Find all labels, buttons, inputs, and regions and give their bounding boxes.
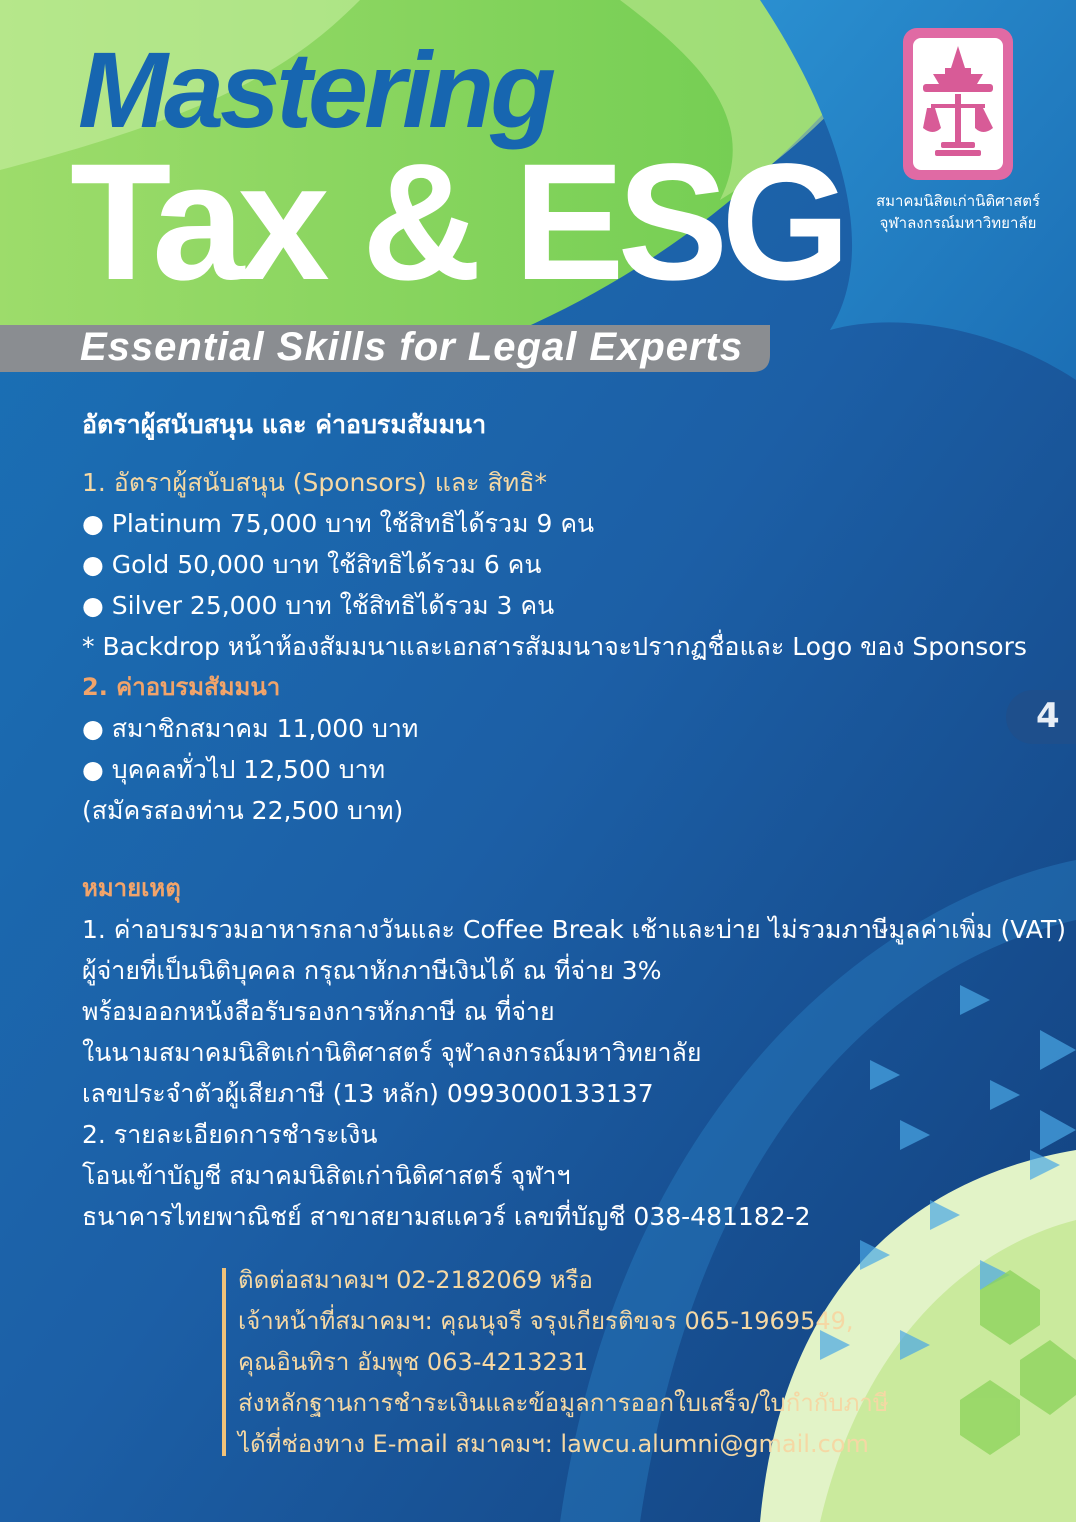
subtitle: Essential Skills for Legal Experts — [80, 325, 744, 369]
organization-name-line-2: จุฬาลงกรณ์มหาวิทยาลัย — [879, 214, 1037, 232]
sponsor-item: ● Gold 50,000 บาท ใช้สิทธิได้รวม 6 คน — [82, 550, 542, 579]
remarks-section — [82, 868, 1066, 1237]
organization-name-line-1: สมาคมนิสิตเก่านิติศาสตร์ — [875, 192, 1041, 210]
sponsors-section — [82, 462, 1027, 831]
fee-item: ● บุคคลทั่วไป 12,500 บาท — [82, 755, 386, 784]
remark-line: ในนามสมาคมนิสิตเก่านิติศาสตร์ จุฬาลงกรณ์มหาวิทยาลัย — [82, 1038, 702, 1067]
sponsor-footnote: * Backdrop หน้าห้องสัมมนาและเอกสารสัมมนาจะปรากฏชื่อและ Logo ของ Sponsors — [82, 632, 1027, 661]
remark-line: พร้อมออกหนังสือรับรองการหักภาษี ณ ที่จ่าย — [82, 997, 555, 1026]
contact-email-line[interactable]: ได้ที่ช่องทาง E-mail สมาคมฯ: lawcu.alumni@gmail.com — [238, 1430, 869, 1458]
remark-line: 1. ค่าอบรมรวมอาหารกลางวันและ Coffee Break เช้าและบ่าย ไม่รวมภาษีมูลค่าเพิ่ม (VAT) — [82, 915, 1066, 944]
section-title: อัตราผู้สนับสนุน และ ค่าอบรมสัมมนา — [82, 410, 487, 439]
contact-line: ส่งหลักฐานการชำระเงินและข้อมูลการออกใบเสร็จ/ใบกำกับภาษี — [238, 1389, 889, 1417]
association-logo — [903, 28, 1013, 180]
page-number: 4 — [1036, 696, 1060, 736]
scales-of-justice-emblem-icon — [913, 38, 1003, 170]
fee-pair-note: (สมัครสองท่าน 22,500 บาท) — [82, 796, 404, 825]
remark-line: ธนาคารไทยพาณิชย์ สาขาสยามสแควร์ เลขที่บัญชี 038-481182-2 — [82, 1202, 811, 1231]
sponsors-heading: 1. อัตราผู้สนับสนุน (Sponsors) และ สิทธิ* — [82, 468, 548, 497]
remark-line: ผู้จ่ายที่เป็นนิติบุคคล กรุณาหักภาษีเงินได้ ณ ที่จ่าย 3% — [82, 956, 662, 985]
remark-line: เลขประจำตัวผู้เสียภาษี (13 หลัก) 0993000133137 — [82, 1079, 654, 1108]
contact-section — [238, 1260, 889, 1465]
title-line-1: Mastering — [78, 29, 553, 150]
contact-line: ติดต่อสมาคมฯ 02-2182069 หรือ — [238, 1266, 593, 1294]
contact-line: เจ้าหน้าที่สมาคมฯ: คุณนุจรี จรุงเกียรติขจร 065-1969549, — [238, 1307, 854, 1335]
remark-line: 2. รายละเอียดการชำระเงิน — [82, 1120, 378, 1149]
remark-line: โอนเข้าบัญชี สมาคมนิสิตเก่านิติศาสตร์ จุฬาฯ — [82, 1161, 571, 1190]
fee-item: ● สมาชิกสมาคม 11,000 บาท — [82, 714, 419, 743]
fees-heading: 2. ค่าอบรมสัมมนา — [82, 673, 281, 701]
remarks-heading: หมายเหตุ — [82, 874, 181, 902]
contact-divider — [222, 1268, 226, 1456]
organization-name — [858, 190, 1058, 234]
contact-line: คุณอินทิรา อัมพุช 063-4213231 — [238, 1348, 589, 1376]
sponsor-item: ● Platinum 75,000 บาท ใช้สิทธิได้รวม 9 คน — [82, 509, 595, 538]
sponsor-item: ● Silver 25,000 บาท ใช้สิทธิได้รวม 3 คน — [82, 591, 555, 620]
title-line-2: Tax & ESG — [70, 130, 844, 315]
